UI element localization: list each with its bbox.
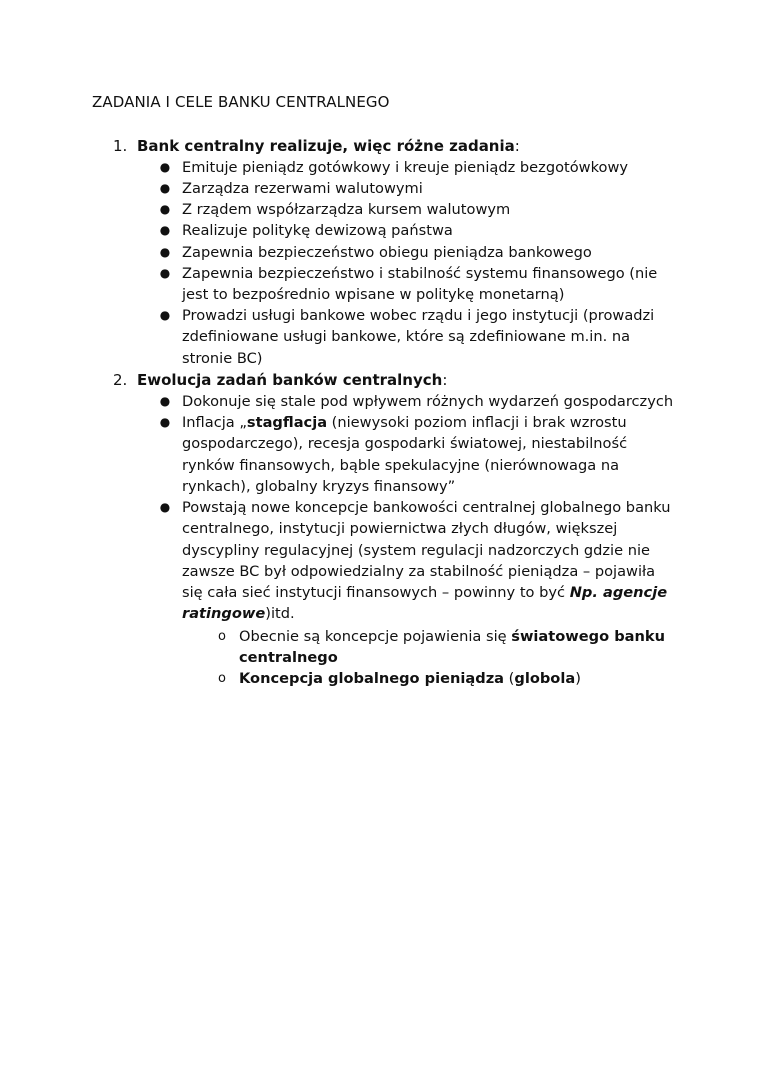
section-heading-text: Bank centralny realizuje, więc różne zadania bbox=[137, 137, 515, 155]
item-emphasis: Koncepcja globalnego pieniądza bbox=[239, 670, 505, 687]
sub-list-item bbox=[239, 626, 669, 669]
item-emphasis: stagflacja bbox=[246, 414, 328, 431]
item-text: )itd. bbox=[265, 605, 295, 623]
list-item: Emituje pieniądz gotówkowy i kreuje pieniądz bezgotówkowy bbox=[182, 159, 629, 176]
bullet-icon: ● bbox=[159, 415, 171, 429]
section-number: 1. bbox=[113, 137, 128, 155]
bullet-icon: ● bbox=[159, 394, 171, 408]
sub-list-item bbox=[239, 668, 669, 689]
bullet-icon: ● bbox=[159, 223, 171, 237]
item-text: Powstają nowe koncepcje bankowości centralnej globalnego banku centralnego, instytucji powiernictwa złych długów, większej dyscypliny regulacyjnej (system regulacji nadzorczych gdzie nie zawsze BC był odpowiedzialny za stabilność pieniądza – pojawiła się cała sieć instytucji finansowych – powinny to być bbox=[182, 499, 671, 602]
bullet-icon: ● bbox=[159, 181, 171, 195]
bullet-icon: ● bbox=[159, 308, 171, 322]
item-text: (niewysoki poziom inflacji i brak wzrostu gospodarczego), recesja gospodarki światowej, niestabilność rynków finansowych, bąble spekulacyjne (nierównowaga na rynkach), globalny kryzys finansowy” bbox=[182, 414, 628, 495]
bullet-icon: ● bbox=[159, 160, 171, 174]
list-item: Prowadzi usługi bankowe wobec rządu i jego instytucji (prowadzi zdefiniowane usługi bankowe, które są zdefiniowane m.in. na stronie BC) bbox=[182, 307, 655, 367]
item-text: Inflacja „ bbox=[182, 414, 247, 431]
circle-bullet-icon: o bbox=[218, 629, 226, 644]
list-item: Dokonuje się stale pod wpływem różnych wydarzeń gospodarczych bbox=[182, 393, 674, 410]
bullet-icon: ● bbox=[159, 245, 171, 259]
list-item: Zapewnia bezpieczeństwo obiegu pieniądza bankowego bbox=[182, 244, 592, 261]
item-emphasis: globola bbox=[514, 670, 576, 687]
list-item: Zapewnia bezpieczeństwo i stabilność systemu finansowego (nie jest to bezpośrednio wpisane w politykę monetarną) bbox=[182, 265, 658, 304]
section-heading bbox=[137, 136, 520, 157]
item-emphasis: światowego banku centralnego bbox=[239, 628, 665, 667]
section-heading bbox=[137, 370, 447, 391]
list-item: Realizuje politykę dewizową państwa bbox=[182, 222, 453, 239]
list-item: Zarządza rezerwami walutowymi bbox=[182, 180, 423, 197]
item-text: ) bbox=[575, 670, 581, 687]
item-emphasis: Np. agencje ratingowe bbox=[182, 584, 668, 623]
list-item bbox=[182, 412, 677, 497]
heading-colon: : bbox=[442, 371, 448, 389]
bullet-icon: ● bbox=[159, 266, 171, 280]
list-item bbox=[182, 497, 677, 625]
bullet-icon: ● bbox=[159, 500, 171, 514]
circle-bullet-icon: o bbox=[218, 671, 226, 686]
page-title: ZADANIA I CELE BANKU CENTRALNEGO bbox=[92, 93, 390, 111]
heading-colon: : bbox=[514, 137, 520, 155]
section-heading-text: Ewolucja zadań banków centralnych bbox=[137, 371, 443, 389]
bullet-icon: ● bbox=[159, 202, 171, 216]
item-text: Obecnie są koncepcje pojawienia się bbox=[239, 628, 512, 645]
list-item: Z rządem współzarządza kursem walutowym bbox=[182, 201, 511, 218]
item-text: ( bbox=[504, 670, 515, 687]
section-number: 2. bbox=[113, 371, 128, 389]
